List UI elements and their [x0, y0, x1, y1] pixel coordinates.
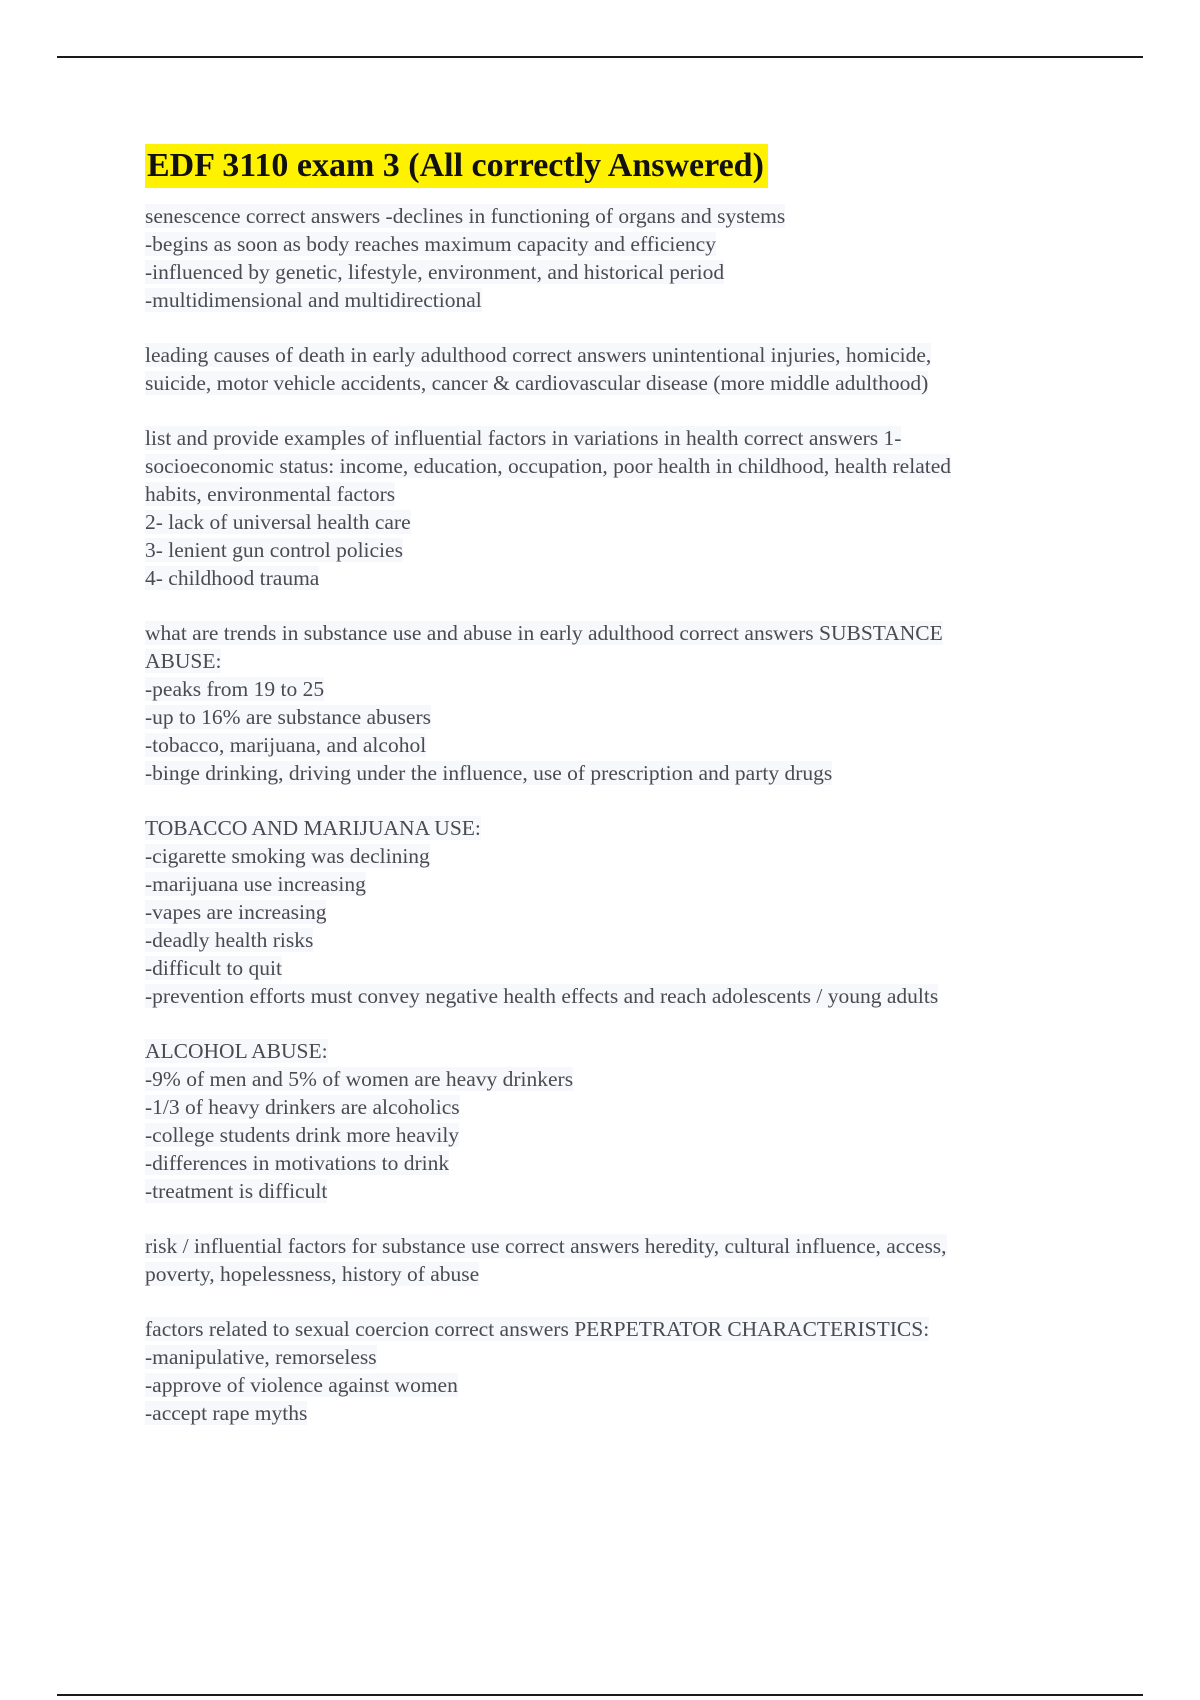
entry-line-text: factors related to sexual coercion correct answers PERPETRATOR CHARACTERISTICS:	[145, 1317, 930, 1341]
entry-line	[145, 1177, 1075, 1205]
qa-entry	[145, 1315, 1075, 1427]
document-title: EDF 3110 exam 3 (All correctly Answered)	[145, 144, 768, 188]
qa-entry	[145, 1232, 1075, 1288]
entry-line	[145, 814, 1075, 842]
entries-list	[145, 202, 1075, 1427]
entry-line	[145, 258, 1075, 286]
entry-line	[145, 1260, 1075, 1288]
entry-line	[145, 870, 1075, 898]
entry-line	[145, 508, 1075, 536]
entry-line-text: -college students drink more heavily	[145, 1123, 460, 1147]
entry-line-text: -differences in motivations to drink	[145, 1151, 450, 1175]
entry-line-text: TOBACCO AND MARIJUANA USE:	[145, 816, 481, 840]
entry-line-text: 2- lack of universal health care	[145, 510, 411, 534]
entry-line-text: -9% of men and 5% of women are heavy drinkers	[145, 1067, 574, 1091]
entry-line-text: socioeconomic status: income, education, occupation, poor health in childhood, health related	[145, 454, 952, 478]
bottom-rule	[57, 1694, 1143, 1696]
entry-line-text: -accept rape myths	[145, 1401, 308, 1425]
entry-line-text: -deadly health risks	[145, 928, 314, 952]
entry-line	[145, 842, 1075, 870]
entry-line	[145, 452, 1075, 480]
entry-line	[145, 982, 1075, 1010]
entry-line	[145, 898, 1075, 926]
qa-entry	[145, 424, 1075, 592]
entry-line	[145, 1093, 1075, 1121]
entry-line	[145, 675, 1075, 703]
entry-line-text: 4- childhood trauma	[145, 566, 320, 590]
entry-line-text: habits, environmental factors	[145, 482, 396, 506]
entry-line-text: ABUSE:	[145, 649, 222, 673]
entry-line-text: list and provide examples of influential factors in variations in health correct answers 1-	[145, 426, 902, 450]
entry-line	[145, 536, 1075, 564]
entry-line-text: -multidimensional and multidirectional	[145, 288, 482, 312]
entry-line	[145, 1399, 1075, 1427]
entry-line	[145, 954, 1075, 982]
entry-line-text: what are trends in substance use and abuse in early adulthood correct answers SUBSTANCE	[145, 621, 943, 645]
entry-line-text: -peaks from 19 to 25	[145, 677, 325, 701]
entry-line	[145, 647, 1075, 675]
entry-line	[145, 1315, 1075, 1343]
entry-line-text: -begins as soon as body reaches maximum capacity and efficiency	[145, 232, 716, 256]
entry-line-text: -tobacco, marijuana, and alcohol	[145, 733, 427, 757]
entry-line-text: -influenced by genetic, lifestyle, environment, and historical period	[145, 260, 725, 284]
qa-entry	[145, 202, 1075, 314]
entry-line	[145, 926, 1075, 954]
entry-line	[145, 424, 1075, 452]
entry-line	[145, 369, 1075, 397]
entry-line-text: -binge drinking, driving under the influence, use of prescription and party drugs	[145, 761, 833, 785]
entry-line	[145, 703, 1075, 731]
entry-line-text: risk / influential factors for substance use correct answers heredity, cultural influence, access,	[145, 1234, 947, 1258]
entry-line	[145, 341, 1075, 369]
entry-line-text: -approve of violence against women	[145, 1373, 458, 1397]
qa-entry	[145, 814, 1075, 1010]
entry-line	[145, 564, 1075, 592]
entry-line	[145, 1232, 1075, 1260]
entry-line	[145, 1149, 1075, 1177]
entry-line-text: -up to 16% are substance abusers	[145, 705, 431, 729]
entry-line	[145, 1371, 1075, 1399]
entry-line	[145, 286, 1075, 314]
entry-line	[145, 1343, 1075, 1371]
entry-line	[145, 731, 1075, 759]
entry-line-text: -treatment is difficult	[145, 1179, 328, 1203]
entry-line	[145, 480, 1075, 508]
entry-line	[145, 759, 1075, 787]
entry-line	[145, 230, 1075, 258]
qa-entry	[145, 619, 1075, 787]
entry-line-text: -cigarette smoking was declining	[145, 844, 430, 868]
entry-line-text: -prevention efforts must convey negative health effects and reach adolescents / young adults	[145, 984, 939, 1008]
entry-line	[145, 1065, 1075, 1093]
entry-line-text: -difficult to quit	[145, 956, 282, 980]
entry-line-text: suicide, motor vehicle accidents, cancer & cardiovascular disease (more middle adulthood)	[145, 371, 929, 395]
entry-line	[145, 619, 1075, 647]
entry-line-text: senescence correct answers -declines in functioning of organs and systems	[145, 204, 786, 228]
entry-line-text: -manipulative, remorseless	[145, 1345, 377, 1369]
document-body	[145, 144, 1075, 1454]
entry-line-text: -vapes are increasing	[145, 900, 327, 924]
qa-entry	[145, 1037, 1075, 1205]
entry-line-text: 3- lenient gun control policies	[145, 538, 403, 562]
entry-line	[145, 1037, 1075, 1065]
top-rule	[57, 56, 1143, 58]
entry-line	[145, 1121, 1075, 1149]
entry-line-text: poverty, hopelessness, history of abuse	[145, 1262, 480, 1286]
qa-entry	[145, 341, 1075, 397]
entry-line-text: leading causes of death in early adulthood correct answers unintentional injuries, homicide,	[145, 343, 932, 367]
entry-line	[145, 202, 1075, 230]
entry-line-text: ALCOHOL ABUSE:	[145, 1039, 328, 1063]
entry-line-text: -marijuana use increasing	[145, 872, 366, 896]
entry-line-text: -1/3 of heavy drinkers are alcoholics	[145, 1095, 460, 1119]
